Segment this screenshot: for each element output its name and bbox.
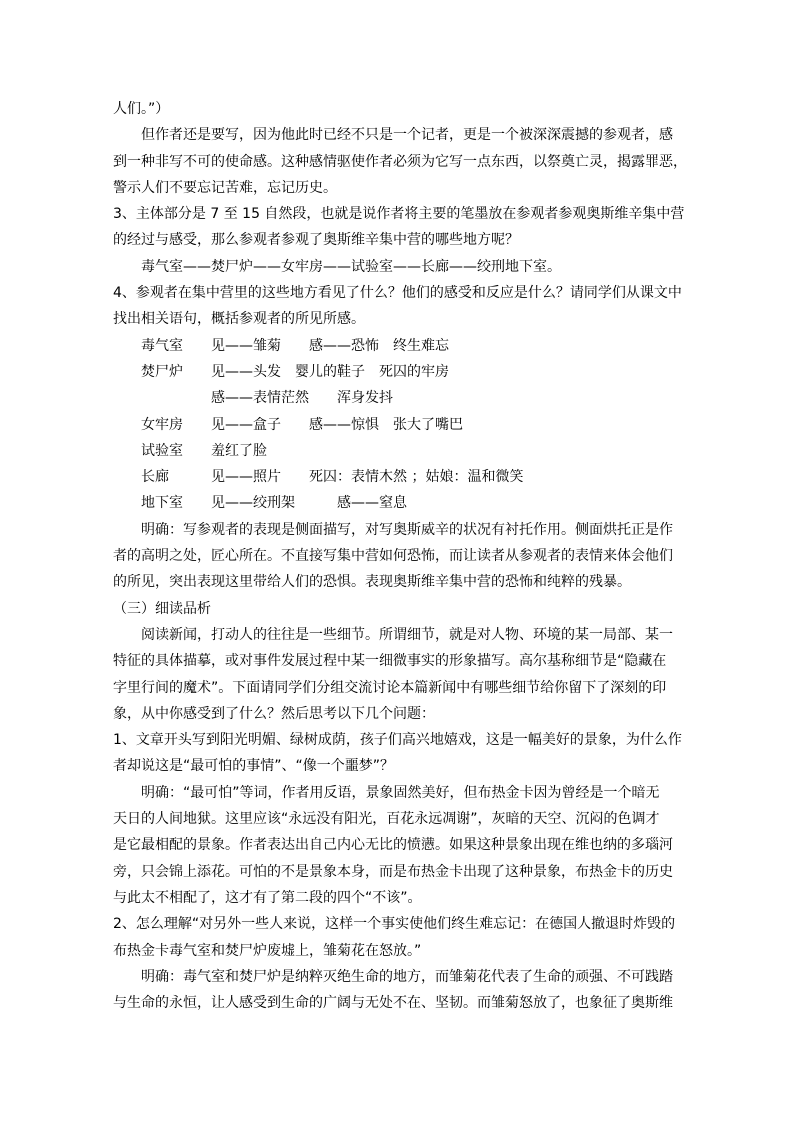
question-line: 找出相关语句，概括参观者的所见所感。: [113, 311, 365, 328]
place-observation: 见——盒子 感——惊惧 张大了嘴巴: [211, 416, 463, 433]
question-line: 2、怎么理解“对另外一些人来说，这样一个事实使他们终生难忘记：在德国人撤退时炸毁的: [113, 916, 676, 933]
paragraph-line: 人们。”）: [113, 101, 170, 117]
document-page: [113, 96, 687, 1016]
place-name: 女牢房: [141, 416, 183, 433]
place-name: 毒气室: [141, 337, 183, 354]
paragraph-line: 旁，只会锦上添花。可怕的不是景象本身，而是布热金卡出现了这种景象，布热金卡的历史: [113, 863, 673, 880]
question-line: 布热金卡毒气室和焚尸炉废墟上，雏菊花在怒放。”: [113, 942, 422, 959]
table-row: [113, 490, 681, 516]
place-observation: 见——雏菊 感——恐怖 终生难忘: [211, 337, 449, 354]
paragraph-line: 字里行间的魔术”。下面请同学们分组交流讨论本篇新闻中有哪些细节给你留下了深刻的印: [113, 679, 667, 696]
question-line: 3、主体部分是 7 至 15 自然段，也就是说作者将主要的笔墨放在参观者参观奥斯维辛集中营: [113, 206, 685, 223]
place-name: 焚尸炉: [141, 363, 183, 380]
paragraph-line: 阅读新闻，打动人的往往是一些细节。所谓细节，就是对人物、环境的某一局部、某一: [141, 626, 673, 643]
paragraph-line: 明确：毒气室和焚尸炉是纳粹灭绝生命的地方，而雏菊花代表了生命的顽强、不可践踏: [141, 968, 673, 985]
paragraph-line: 是它最相配的景象。作者表达出自己内心无比的愤懑。如果这种景象出现在维也纳的多瑙河: [113, 837, 673, 854]
table-row: [113, 464, 681, 490]
paragraph-line: 与此太不相配了，这才有了第二段的四个“不该”。: [113, 889, 422, 906]
section-heading: （三）细读品析: [113, 600, 211, 617]
place-name: 地下室: [141, 495, 183, 512]
table-row: [113, 359, 681, 385]
paragraph-line: 与生命的永恒，让人感受到生命的广阔与无处不在、坚韧。而雏菊怒放了，也象征了奥斯维: [113, 995, 673, 1012]
table-row: [113, 438, 681, 464]
place-name: 试验室: [141, 442, 183, 459]
paragraph-line: 警示人们不要忘记苦难，忘记历史。: [113, 179, 337, 196]
place-observation: 见——照片 死囚：表情木然 ；姑娘：温和微笑: [211, 469, 524, 486]
table-row: [113, 385, 681, 411]
table-row: [113, 333, 681, 359]
place-observation: 羞红了脸: [211, 442, 267, 459]
paragraph-line: 但作者还是要写，因为他此时已经不只是一个记者，更是一个被深深震撼的参观者，感: [141, 127, 673, 144]
question-line: 4、参观者在集中营里的这些地方看见了什么？他们的感受和反应是什么？请同学们从课文中: [113, 285, 682, 302]
paragraph-line: 的所见，突出表现这里带给人们的恐惧。表现奥斯维辛集中营的恐怖和纯粹的残暴。: [113, 574, 631, 591]
paragraph-line: 明确：“最可怕”等词，作者用反语，景象固然美好，但布热金卡因为曾经是一个暗无: [141, 784, 660, 801]
question-line: 者却说这是“最可怕的事情”、“像一个噩梦”？: [113, 758, 395, 775]
place-observation: 见——绞刑架 感——窒息: [211, 495, 407, 512]
paragraph-line: 象，从中你感受到了什么？然后思考以下几个问题：: [113, 705, 435, 722]
question-line: 的经过与感受，那么参观者参观了奥斯维辛集中营的哪些地方呢？: [113, 232, 519, 249]
paragraph-line: 到一种非写不可的使命感。这种感情驱使作者必须为它写一点东西，以祭奠亡灵，揭露罪恶，: [113, 153, 687, 170]
paragraph-line: 者的高明之处，匠心所在。不直接写集中营如何恐怖，而让读者从参观者的表情来体会他们: [113, 548, 673, 565]
table-row: [113, 412, 681, 438]
question-line: 1、文章开头写到阳光明媚、绿树成荫，孩子们高兴地嬉戏，这是一幅美好的景象，为什么作: [113, 732, 682, 749]
paragraph-line: 特征的具体描摹，或对事件发展过程中某一细微事实的形象描写。高尔基称细节是“隐藏在: [113, 653, 667, 670]
paragraph-line: 天日的人间地狱。这里应该“永远没有阳光，百花永远凋谢”，灰暗的天空、沉闷的色调才: [113, 811, 660, 828]
paragraph-line: 明确：写参观者的表现是侧面描写，对写奥斯威辛的状况有衬托作用。侧面烘托正是作: [141, 521, 673, 538]
answer-line: 毒气室——焚尸炉——女牢房——试验室——长廊——绞刑地下室。: [141, 258, 561, 275]
place-observation: 感——表情茫然 浑身发抖: [211, 390, 393, 407]
place-name: [113, 385, 211, 411]
place-name: 长廊: [141, 469, 169, 486]
place-observation: 见——头发 婴儿的鞋子 死囚的牢房: [211, 363, 449, 380]
